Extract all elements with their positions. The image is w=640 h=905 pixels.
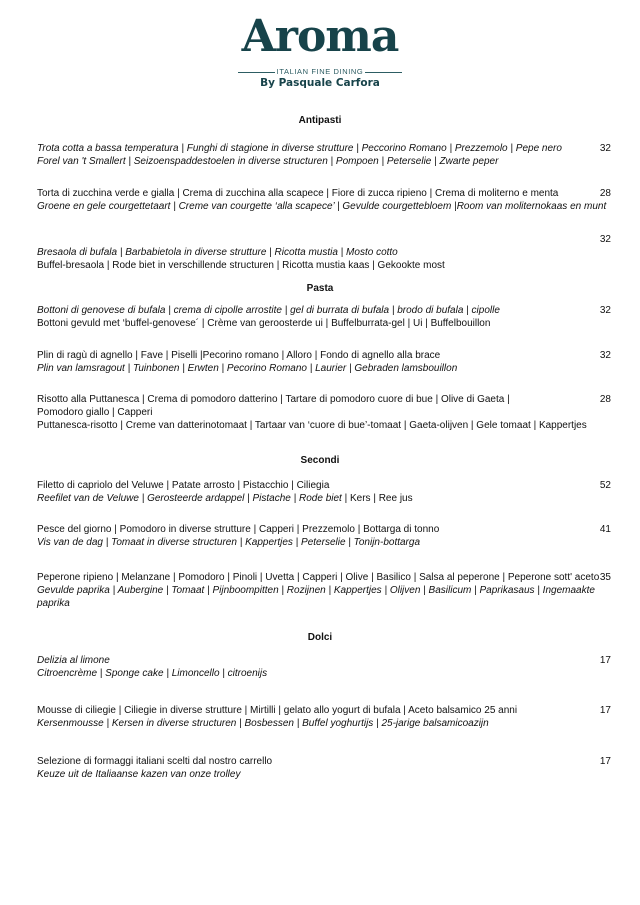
- menu-item-price: 17: [599, 705, 611, 716]
- menu-item-price: 35: [599, 572, 611, 583]
- menu-item-line: [37, 598, 617, 611]
- menu-item-price: 32: [599, 234, 611, 245]
- menu-item-text: Plin di ragù di agnello | Fave | Piselli |Pecorino romano | Alloro | Fondo di agnello alla brace: [37, 350, 441, 361]
- restaurant-logo: [220, 10, 420, 95]
- menu-item-line: [37, 537, 617, 550]
- menu-item-text: Selezione di formaggi italiani scelti dal nostro carrello: [37, 756, 273, 767]
- menu-item-line: [37, 572, 617, 585]
- menu-item-text: Bottoni di genovese di bufala | crema di cipolle arrostite | gel di burrata di bufala | brodo di bufala | cipolle: [37, 305, 500, 316]
- menu-item-line: [37, 407, 617, 420]
- menu-item-text: Forel van 't Smallert | Seizoenspaddestoelen in diverse structuren | Pompoen | Peterselie | Zwarte peper: [37, 155, 499, 167]
- menu-item-line: [37, 247, 617, 260]
- menu-item-text: Pomodoro giallo | Capperi: [37, 406, 153, 418]
- menu-item-text: Bresaola di bufala | Barbabietola in diverse strutture | Ricotta mustia | Mosto cotto: [37, 247, 398, 258]
- menu-item-text: Risotto alla Puttanesca | Crema di pomodoro datterino | Tartare di pomodoro cuore di bue | Olive di Gaeta |: [37, 394, 510, 405]
- menu-item-text: Peperone ripieno | Melanzane | Pomodoro | Pinoli | Uvetta | Capperi | Olive | Basilico | Salsa al peperone | Peperone sott' aceto: [37, 572, 600, 583]
- menu-item-line: [37, 305, 617, 318]
- menu-item-text: Torta di zucchina verde e gialla | Crema di zucchina alla scapece | Fiore di zucca ripieno | Crema di moliterno e menta: [37, 188, 559, 199]
- menu-item-text: Plin van lamsragout | Tuinbonen | Erwten | Pecorino Romano | Laurier | Gebraden lamsbouillon: [37, 362, 458, 374]
- menu-item-price: 28: [599, 188, 611, 199]
- menu-item-text: Delizia al limone: [37, 655, 110, 666]
- menu-item-price: 28: [599, 394, 611, 405]
- menu-item-text: Filetto di capriolo del Veluwe | Patate arrosto | Pistacchio | Ciliegia: [37, 480, 330, 491]
- menu-item: [37, 394, 617, 432]
- menu-item-line: [37, 318, 617, 331]
- menu-item: [37, 350, 617, 376]
- logo-divider-right: [365, 72, 402, 73]
- menu-item-line: [37, 143, 617, 156]
- logo-chef: By Pasquale Carfora: [260, 77, 380, 89]
- menu-item-line: [37, 350, 617, 363]
- menu-item: [37, 572, 617, 610]
- menu-item-price: 32: [599, 143, 611, 154]
- menu-item-line: [37, 363, 617, 376]
- menu-item-text: Bottoni gevuld met ‘buffel-genovese´ | Crème van geroosterde ui | Buffelburrata-gel | Ui | Buffelbouillon: [37, 317, 491, 329]
- section-heading: Pasta: [306, 283, 334, 294]
- menu-item-text: Mousse di ciliegie | Ciliegie in diverse strutture | Mirtilli | gelato allo yogurt di bufala | Aceto balsamico 25 anni: [37, 705, 518, 716]
- menu-item-line: [37, 260, 617, 273]
- section-heading: Antipasti: [298, 115, 342, 126]
- menu-item-text: paprika: [37, 597, 70, 609]
- menu-item-line: [37, 493, 617, 506]
- menu-item: [37, 655, 617, 681]
- menu-item: [37, 524, 617, 550]
- menu-item-line: [37, 756, 617, 769]
- menu-item: [37, 756, 617, 782]
- menu-item-price: 32: [599, 350, 611, 361]
- menu-item-line: [37, 188, 617, 201]
- menu-item-line: [37, 394, 617, 407]
- menu-item: [37, 705, 617, 731]
- section-heading: Dolci: [307, 632, 333, 643]
- section-heading: Secondi: [300, 455, 340, 466]
- menu-item-text: | Kers | Ree jus: [341, 492, 413, 504]
- menu-item-line: [37, 705, 617, 718]
- menu-item-line: [37, 201, 617, 214]
- menu-item-text: Citroencrème | Sponge cake | Limoncello | citroenijs: [37, 667, 268, 679]
- menu-item-text: Puttanesca-risotto | Creme van datterinotomaat | Tartaar van ‘cuore di bue’-tomaat | Gaeta-olijven | Gele tomaat | Kappertjes: [37, 419, 587, 431]
- menu-item-text: Buffel-bresaola | Rode biet in verschillende structuren | Ricotta mustia kaas | Gekookte most: [37, 259, 445, 271]
- menu-item-text: Gevulde paprika | Aubergine | Tomaat | Pijnboompitten | Rozijnen | Kappertjes | Olijven | Basilicum | Paprikasaus | Ingemaakte: [37, 584, 595, 596]
- menu-item-line: [37, 655, 617, 668]
- menu-item: [37, 305, 617, 331]
- menu-item-text: Trota cotta a bassa temperatura | Funghi di stagione in diverse strutture | Peccorino Romano | Prezzemolo | Pepe nero: [37, 143, 562, 154]
- menu-item: [37, 143, 617, 169]
- menu-item-line: [37, 420, 617, 433]
- menu-item-line: [37, 668, 617, 681]
- menu-item-line: [37, 156, 617, 169]
- menu-item-text: Keuze uit de Italiaanse kazen van onze trolley: [37, 768, 241, 780]
- menu-item-text: Pesce del giorno | Pomodoro in diverse strutture | Capperi | Prezzemolo | Bottarga di tonno: [37, 524, 440, 535]
- menu-item: [37, 480, 617, 506]
- menu-item-line: [37, 524, 617, 537]
- menu-item-price: 17: [599, 655, 611, 666]
- menu-item-line: [37, 585, 617, 598]
- menu-item-line: [37, 769, 617, 782]
- logo-wordmark: Aroma: [241, 11, 399, 62]
- menu-item-price: 32: [599, 305, 611, 316]
- menu-item-text: Groene en gele courgettetaart | Creme van courgette ‘alla scapece’ | Gevulde courgettebloem |Room van moliternokaas en munt: [37, 200, 607, 212]
- logo-subtitle: ITALIAN FINE DINING: [276, 67, 364, 76]
- menu-item-price: 17: [599, 756, 611, 767]
- menu-item-text: Vis van de dag | Tomaat in diverse structuren | Kappertjes | Peterselie | Tonijn-bottarga: [37, 536, 421, 548]
- menu-item: [37, 188, 617, 214]
- menu-item-text: Reefilet van de Veluwe | Gerosteerde ardappel | Pistache | Rode biet: [37, 492, 342, 504]
- menu-item-price: 52: [599, 480, 611, 491]
- menu-item-price: 41: [599, 524, 611, 535]
- menu-item: [37, 234, 617, 273]
- menu-item-line: [37, 480, 617, 493]
- menu-item-text: Kersenmousse | Kersen in diverse structuren | Bosbessen | Buffel yoghurtijs | 25-jarige balsamicoazijn: [37, 717, 489, 729]
- menu-item-line: [37, 718, 617, 731]
